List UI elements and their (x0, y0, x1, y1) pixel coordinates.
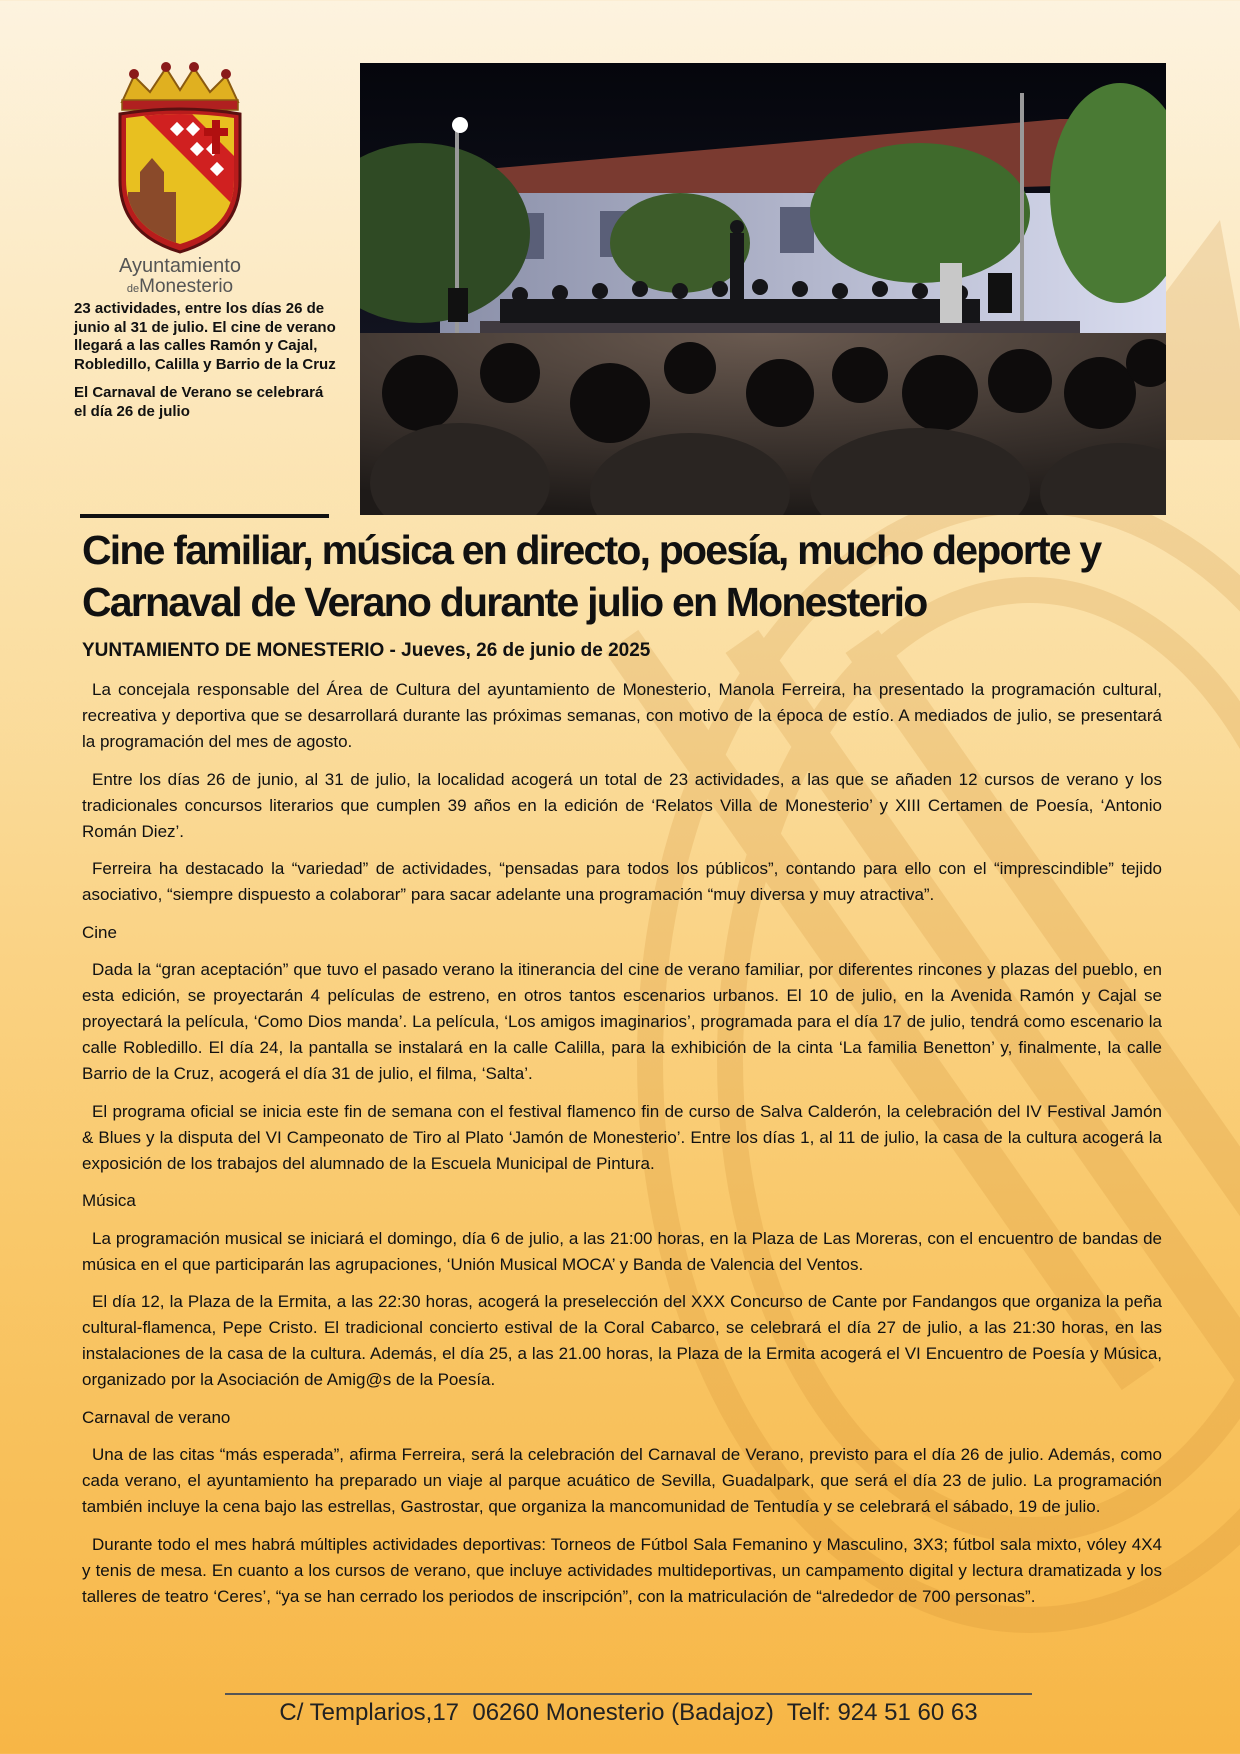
town-name-logotype (100, 256, 260, 296)
article-paragraph: Entre los días 26 de junio, al 31 de julio, la localidad acogerá un total de 23 actividades, a las que se añaden 12 cursos de verano y los tradicionales concursos literarios que cumplen 39 años en la edición de ‘Relatos Villa de Monesterio’ y XIII Certamen de Poesía, ‘Antonio Román Diez’. (82, 769, 1162, 841)
article-paragraph: El día 12, la Plaza de la Ermita, a las 22:30 horas, acogerá la preselección del XXX Concurso de Cante por Fandangos que organiza la peña cultural-flamenca, Pepe Cristo. El tradicional concierto estival de la Coral Cabarco, se celebrará el día 27 de julio, a las 21:30 horas, en las instalaciones de la casa de la cultura. Además, el día 25, a las 21.00 horas, la Plaza de la Ermita acogerá el VI Encuentro de Poesía y Música, organizado por la Asociación de Amig@s de la Poesía. (82, 1292, 1162, 1389)
sidebar-summary-text: 23 actividades, entre los días 26 de junio al 31 de julio. El cine de verano llegará a las calles Ramón y Cajal, Robledillo, Calilla y Barrio de la Cruz (74, 300, 336, 373)
article-paragraph: Durante todo el mes habrá múltiples actividades deportivas: Torneos de Fútbol Sala Femanino y Masculino, 3X3; fútbol sala mixto, vóley 4X4 y tenis de mesa. En cuanto a los cursos de verano, que incluye actividades multideportivas, un campamento digital y lectura dramatizada y los talleres de teatro ‘Ceres’, “ya se han cerrado los periodos de inscripción”, con la matriculación de “alrededor de 700 personas”. (82, 1534, 1162, 1606)
title-rule (80, 514, 329, 518)
byline: YUNTAMIENTO DE MONESTERIO - Jueves, 26 de junio de 2025 (82, 640, 651, 661)
logo-name-line1: Ayuntamiento (119, 255, 241, 277)
sidebar-carnaval-text: El Carnaval de Verano se celebrará el día 26 de julio (74, 384, 324, 420)
section-heading-musica: Música (82, 1191, 136, 1210)
article-paragraph: Dada la “gran aceptación” que tuvo el pasado verano la itinerancia del cine de verano familiar, por diferentes rincones y plazas del pueblo, en esta edición, se proyectarán 4 películas de estreno, en otros tantos escenarios urbanos. El 10 de julio, en la Avenida Ramón y Cajal se proyectará la película, ‘Como Dios manda’. La película, ‘Los amigos imaginarios’, programada para el día 17 de julio, tendrá como escenario la calle Robledillo. El día 24, la pantalla se instalará en la calle Calilla, para la exhibición de la cinta ‘La familia Benetton’ y, finalmente, la calle Barrio de la Cruz, acogerá el día 31 de julio, el filma, ‘Salta’. (82, 960, 1162, 1083)
article-paragraph: La concejala responsable del Área de Cultura del ayuntamiento de Monesterio, Manola Ferreira, ha presentado la programación cultural, recreativa y deportiva que se desarrollará durante las próximas semanas, con motivo de la época de estío. A mediados de julio, se presentará la programación del mes de agosto. (82, 680, 1162, 751)
concert-photo (360, 63, 1166, 515)
footer-divider (225, 1693, 1032, 1695)
sidebar-summary (74, 300, 336, 431)
logo-name-line2: Monesterio (139, 276, 234, 297)
article-paragraph: La programación musical se iniciará el domingo, día 6 de julio, a las 21:00 horas, en la Plaza de Las Moreras, con el encuentro de bandas de música en el que participarán las agrupaciones, ‘Unión Musical MOCA’ y Banda de Valencia del Ventos. (82, 1228, 1162, 1274)
section-heading-carnaval: Carnaval de verano (82, 1407, 231, 1427)
logo-name-prefix: de (126, 283, 140, 295)
section-heading-cine: Cine (82, 922, 117, 942)
headline: Cine familiar, música en directo, poesía, mucho deporte y Carnaval de Verano durante julio en Monesterio (82, 527, 1101, 625)
article-body (82, 677, 1162, 1621)
article-paragraph: El programa oficial se inicia este fin de semana con el festival flamenco fin de curso de Salva Calderón, la celebración del IV Festival Jamón & Blues y la disputa del VI Campeonato de Tiro al Plato ‘Jamón de Monesterio’. Entre los días 1, al 11 de julio, la casa de la cultura acogerá la exposición de los trabajos del alumnado de la Escuela Municipal de Pintura. (82, 1101, 1162, 1173)
article-paragraph: Una de las citas “más esperada”, afirma Ferreira, será la celebración del Carnaval de Verano, previsto para el día 26 de julio. Además, como cada verano, el ayuntamiento ha preparado un viaje al parque acuático de Sevilla, Guadalpark, que será el día 23 de julio. La programación también incluye la cena bajo las estrellas, Gastrostar, que organiza la mancomunidad de Tentudía y se celebrará el sábado, 19 de julio. (82, 1445, 1162, 1516)
footer-address: C/ Templarios,17 06260 Monesterio (Badajoz) Telf: 924 51 60 63 (279, 1699, 978, 1726)
article-paragraph: Ferreira ha destacado la “variedad” de actividades, “pensadas para todos los públicos”, contando para ello con el “imprescindible” tejido asociativo, “siempre dispuesto a colaborar” para sacar adelante una programación “muy diversa y muy atractiva”. (82, 859, 1162, 904)
